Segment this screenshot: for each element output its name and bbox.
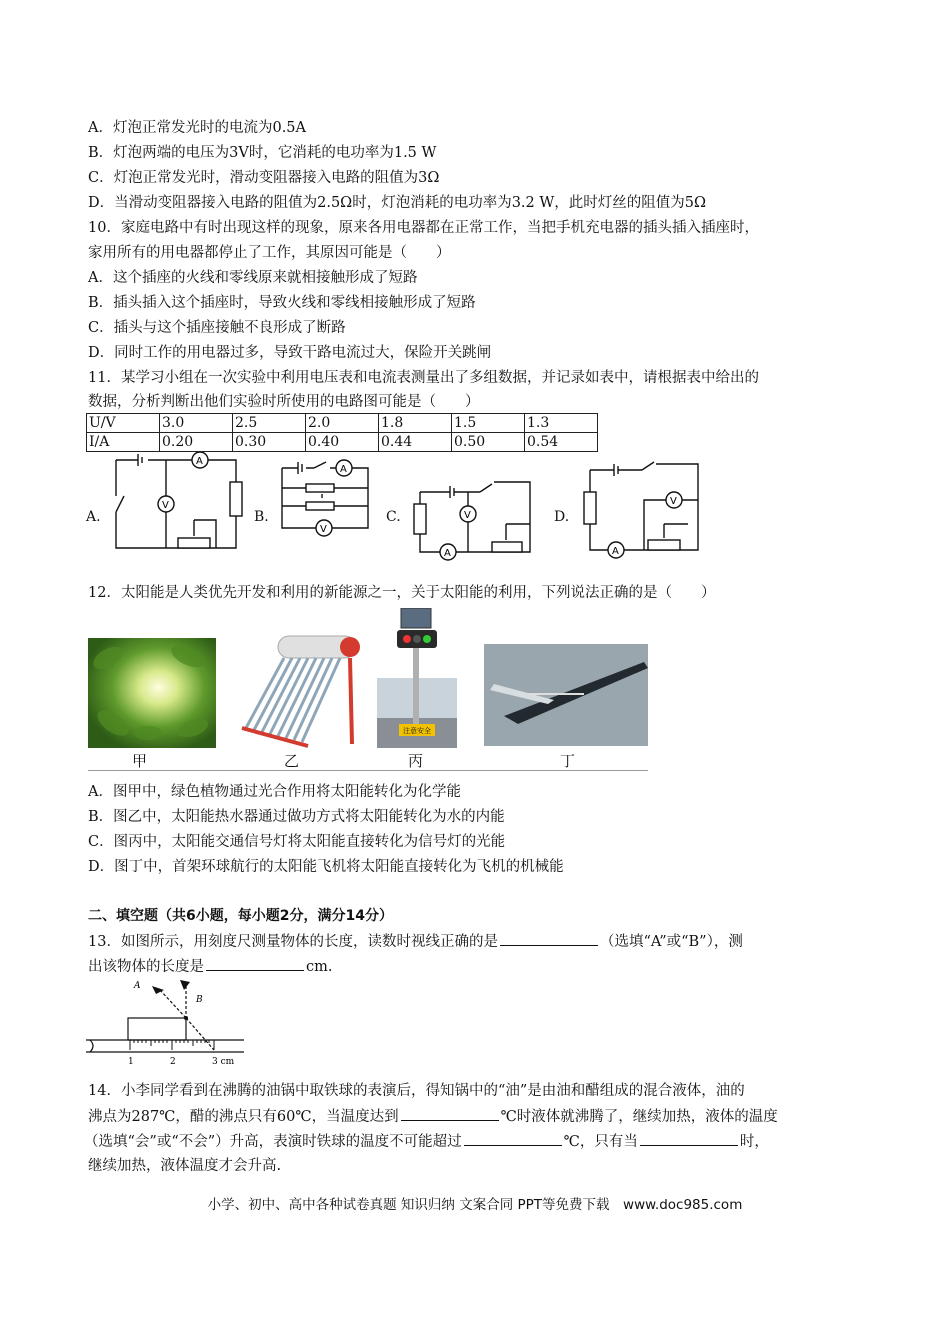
answer-blank[interactable] — [464, 1131, 562, 1146]
q10-stem-line1: 10．家庭电路中有时出现这样的现象，原来各用电器都在正常工作，当把手机充电器的插头插入插座时， — [88, 220, 759, 236]
label-a: A — [134, 981, 141, 991]
answer-blank[interactable] — [640, 1131, 738, 1146]
q13-text-c: 出该物体的长度是 — [88, 959, 204, 975]
svg-text:V: V — [670, 496, 677, 507]
q13-text-a: 13．如图所示，用刻度尺测量物体的长度，读数时视线正确的是 — [88, 934, 498, 950]
table-cell: 0.54 — [525, 433, 598, 452]
q11-stem-line1: 11．某学习小组在一次实验中利用电压表和电流表测量出了多组数据，并记录如表中，请根据表中给出的 — [88, 370, 759, 386]
table-cell: 3.0 — [160, 414, 233, 433]
leaves-photo — [88, 638, 216, 748]
table-cell: 1.8 — [379, 414, 452, 433]
q14-text-c: （选填“会”或“不会”）升高，表演时铁球的温度不可能超过 — [84, 1134, 462, 1150]
q12-option-a: A．图甲中，绿色植物通过光合作用将太阳能转化为化学能 — [88, 784, 461, 800]
table-cell: 0.20 — [160, 433, 233, 452]
q9-option-d: D．当滑动变阻器接入电路的阻值为2.5Ω时，灯泡消耗的电功率为3.2 W，此时灯丝的阻值为5Ω — [88, 195, 707, 211]
q12-figure-group — [88, 608, 648, 771]
table-cell: 0.40 — [306, 433, 379, 452]
svg-text:V: V — [320, 524, 327, 535]
table-cell: 0.30 — [233, 433, 306, 452]
q14-text-d: ℃，只有当 — [563, 1134, 638, 1150]
ruler-figure — [86, 978, 246, 1070]
circuit-d-label: D. — [554, 509, 570, 525]
svg-text:A: A — [196, 456, 203, 467]
label-b: B — [196, 995, 203, 1005]
svg-text:A: A — [340, 464, 347, 475]
q12-option-c: C．图丙中，太阳能交通信号灯将太阳能直接转化为信号灯的光能 — [88, 834, 506, 850]
sign-text: 注意安全 — [403, 727, 431, 735]
answer-blank[interactable] — [206, 956, 304, 971]
q10-option-a: A．这个插座的火线和零线原来就相接触形成了短路 — [88, 270, 418, 286]
table-cell: U/V — [87, 414, 160, 433]
table-cell: 1.3 — [525, 414, 598, 433]
table-cell: 1.5 — [452, 414, 525, 433]
answer-blank[interactable] — [401, 1106, 499, 1121]
table-cell: 0.50 — [452, 433, 525, 452]
q14-line3 — [84, 1131, 769, 1152]
circuit-a-label: A. — [86, 509, 101, 525]
svg-text:V: V — [162, 500, 169, 511]
section-heading: 二、填空题（共6小题，每小题2分，满分14分） — [88, 908, 393, 924]
q11-data-table — [86, 413, 598, 452]
q14-line4: 继续加热，液体温度才会升高. — [88, 1158, 282, 1174]
q14-text-b: ℃时液体就沸腾了，继续加热，液体的温度 — [500, 1109, 778, 1125]
q14-text-a: 沸点为287℃，醋的沸点只有60℃，当温度达到 — [88, 1109, 399, 1125]
page-footer: 小学、初中、高中各种试卷真题 知识归纳 文案合同 PPT等免费下载 www.doc985.com — [207, 1197, 743, 1213]
table-cell: I/A — [87, 433, 160, 452]
table-row — [87, 433, 598, 452]
q14-line1: 14．小李同学看到在沸腾的油锅中取铁球的表演后，得知锅中的“油”是由油和醋组成的混合液体，油的 — [88, 1083, 745, 1099]
circuit-diagram-c — [410, 452, 540, 564]
tick-3cm: 3 cm — [212, 1057, 235, 1067]
q13-line2 — [88, 956, 332, 977]
table-cell: 0.44 — [379, 433, 452, 452]
caption-ding: 丁 — [560, 752, 576, 770]
answer-blank[interactable] — [500, 931, 598, 946]
q10-option-b: B．插头插入这个插座时，导致火线和零线相接触形成了短路 — [88, 295, 476, 311]
q14-text-e: 时， — [739, 1134, 769, 1150]
q13-text-b: （选填“A”或“B”），测 — [599, 934, 743, 950]
circuit-c-label: C. — [386, 509, 401, 525]
circuit-diagram-a — [108, 452, 244, 560]
solar-water-heater-photo — [238, 628, 360, 750]
table-cell: 2.5 — [233, 414, 306, 433]
q10-option-d: D．同时工作的用电器过多，导致干路电流过大，保险开关跳闸 — [88, 345, 492, 361]
q11-stem-line2: 数据，分析判断出他们实验时所使用的电路图可能是（ ） — [88, 394, 480, 410]
q12-stem: 12．太阳能是人类优先开发和利用的新能源之一，关于太阳能的利用，下列说法正确的是（ ） — [88, 585, 716, 601]
q12-option-d: D．图丁中，首架环球航行的太阳能飞机将太阳能直接转化为飞机的机械能 — [88, 859, 564, 875]
svg-text:A: A — [612, 546, 619, 557]
q10-option-c: C．插头与这个插座接触不良形成了断路 — [88, 320, 346, 336]
tick-1: 1 — [128, 1057, 134, 1067]
caption-bing: 丙 — [408, 752, 424, 770]
tick-2: 2 — [170, 1057, 176, 1067]
q9-option-a: A．灯泡正常发光时的电流为0.5A — [88, 120, 307, 136]
q12-option-b: B．图乙中，太阳能热水器通过做功方式将太阳能转化为水的内能 — [88, 809, 505, 825]
circuit-b-label: B. — [254, 509, 269, 525]
caption-jia: 甲 — [132, 752, 148, 770]
circuit-diagram-d — [578, 452, 708, 560]
table-cell: 2.0 — [306, 414, 379, 433]
solar-traffic-light-photo — [377, 608, 457, 748]
q9-option-b: B．灯泡两端的电压为3V时，它消耗的电功率为1.5 W — [88, 145, 437, 161]
circuit-diagram-b — [276, 452, 376, 542]
q13-text-d: cm. — [306, 959, 333, 975]
solar-plane-photo — [484, 644, 648, 746]
q14-line2 — [88, 1106, 778, 1127]
q10-stem-line2: 家用所有的用电器都停止了工作，其原因可能是（ ） — [88, 245, 451, 261]
q13-line1 — [88, 931, 743, 952]
svg-text:V: V — [464, 510, 471, 521]
table-row — [87, 414, 598, 433]
q9-option-c: C．灯泡正常发光时，滑动变阻器接入电路的阻值为3Ω — [88, 170, 440, 186]
caption-yi: 乙 — [284, 752, 300, 770]
svg-text:A: A — [444, 548, 451, 559]
